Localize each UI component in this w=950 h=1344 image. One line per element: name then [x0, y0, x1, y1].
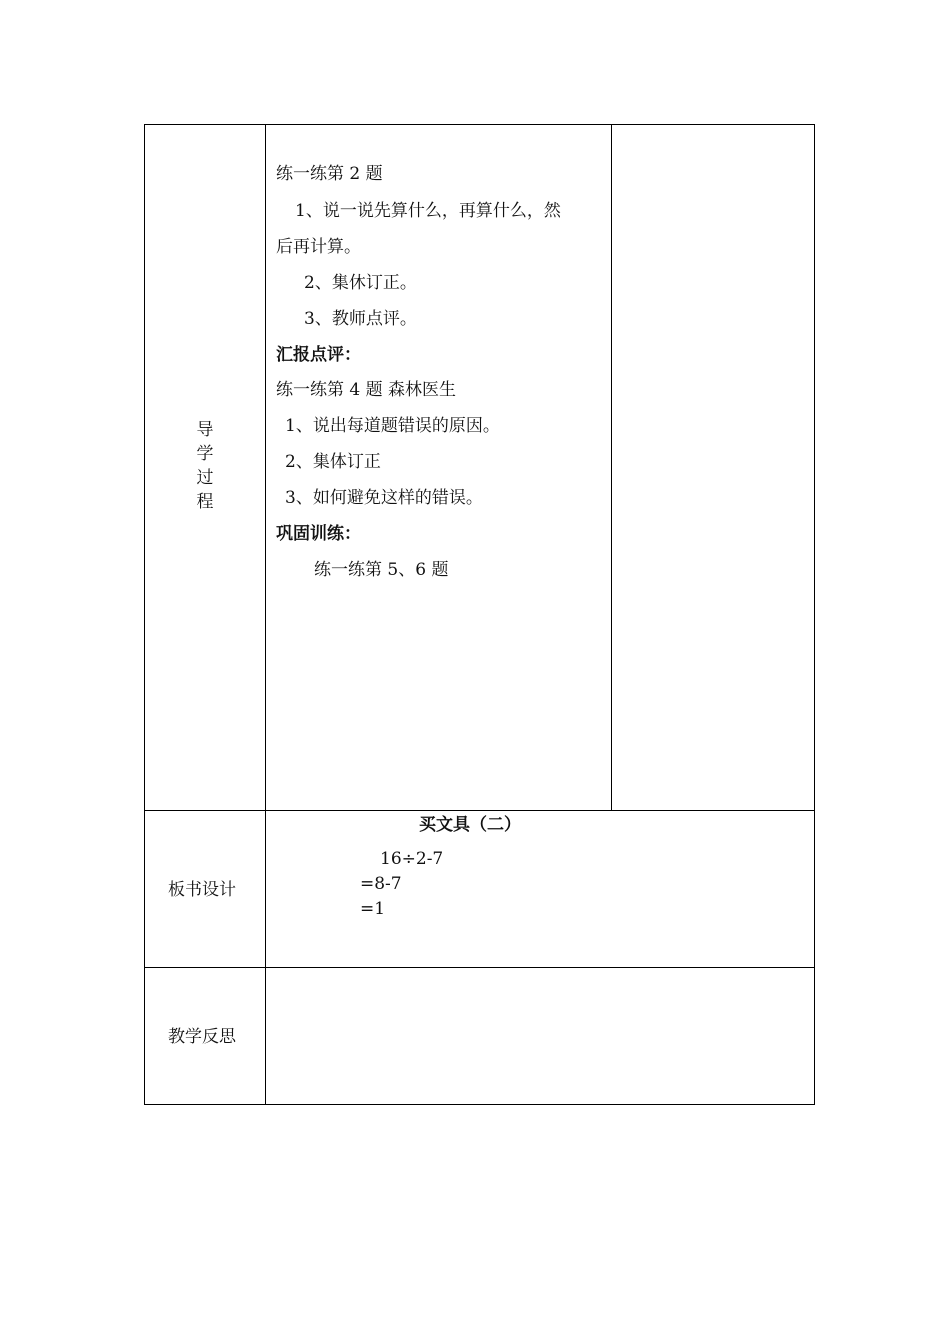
process-label: [195, 422, 215, 518]
table-right-border: [814, 124, 815, 1105]
process-line: 2、集休订正。: [304, 273, 417, 293]
process-line: 3、教师点评。: [304, 309, 417, 329]
row-divider-1: [144, 810, 815, 811]
process-line: 后再计算。: [276, 237, 361, 257]
process-line: 练一练第 4 题 森林医生: [276, 380, 457, 400]
process-line: 练一练第 5、6 题: [314, 560, 449, 580]
process-line: 3、如何避免这样的错误。: [285, 488, 483, 508]
board-equation: =1: [360, 899, 386, 919]
board-label: 板书设计: [168, 880, 236, 900]
process-line: 2、集体订正: [285, 452, 381, 472]
reflection-label: 教学反思: [168, 1027, 236, 1047]
notes-column-border: [611, 124, 612, 811]
process-label-char: 程: [196, 492, 214, 512]
row-divider-2: [144, 967, 815, 968]
table-left-border: [144, 124, 145, 1105]
table-top-border: [144, 124, 815, 125]
process-heading: 汇报点评：: [276, 345, 361, 365]
process-label-char: 学: [196, 444, 214, 464]
table-bottom-border: [144, 1104, 815, 1105]
board-title: 买文具（二）: [419, 815, 521, 835]
board-equation: =8-7: [360, 874, 402, 894]
process-line: 1、说一说先算什么，再算什么，然: [295, 201, 561, 221]
process-label-char: 导: [196, 420, 214, 440]
process-heading: 巩固训练：: [276, 524, 361, 544]
board-equation: 16÷2-7: [380, 849, 444, 869]
process-line: 1、说出每道题错误的原因。: [285, 416, 500, 436]
process-label-char: 过: [196, 468, 214, 488]
label-column-border: [265, 124, 266, 1105]
process-line: 练一练第 2 题: [276, 164, 383, 184]
